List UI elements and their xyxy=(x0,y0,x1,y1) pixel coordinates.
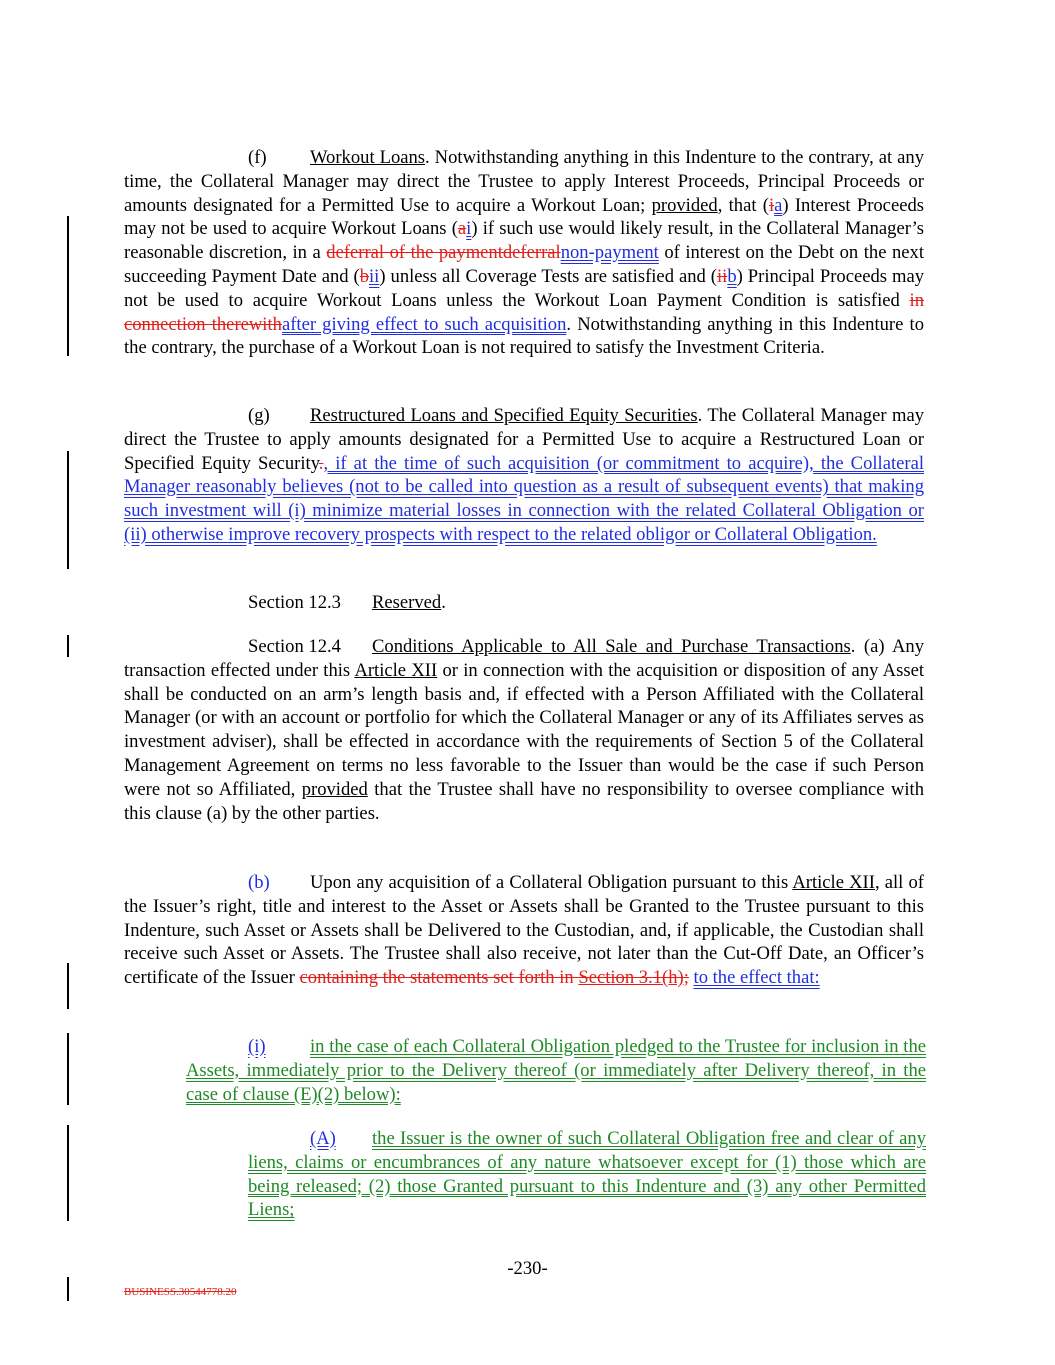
section-number: Section 12.4 xyxy=(248,636,341,657)
deleted-text: in connection therewith xyxy=(124,289,924,335)
clause-A-paragraph xyxy=(248,1127,926,1222)
inserted-text: to the effect that: xyxy=(693,967,820,989)
change-bar xyxy=(67,1277,69,1301)
clause-b-paragraph xyxy=(124,871,924,990)
clause-label: (f) xyxy=(248,147,267,168)
inserted-text: i xyxy=(466,218,472,240)
change-bar xyxy=(67,451,69,569)
change-bar xyxy=(67,1125,69,1221)
paragraph-text: or in connection with the acquisition or disposition of any Asset shall be conducted on an arm’s length basis and, if effected with a Person Affiliated with the Collateral Manager (or with an account or portfolio for which the Collateral Manager or any of its Affiliates serves as investment adviser), shall be effected in accordance with the requirements of Section 5 of the Collateral Management Agreement on terms no less favorable to the Issuer than would be the case if such Person were not so Affiliated, xyxy=(124,659,924,800)
paragraph-text: ) unless all Coverage Tests are satisfied and ( xyxy=(379,265,717,287)
paragraph-text: of interest on the Debt on the next succeeding Payment Date and ( xyxy=(124,242,924,287)
paragraph-text: ) if such use would likely result, in the Collateral Manager’s reasonable discretion, in a xyxy=(124,218,924,264)
workout-loans-paragraph xyxy=(124,146,924,360)
section-12-3 xyxy=(124,591,924,615)
paragraph-text: , that ( xyxy=(717,194,769,216)
paragraph-text: , all of the Issuer’s right, title and interest to the Asset or Assets shall be Granted to the Trustee pursuant to this Indenture, such Asset or Assets shall be Delivered to the Custodian, and, if applicable, the Custodian shall receive such Asset or Assets. The Trustee shall also receive, not later than the Cut-Off Date, an Officer’s certificate of the Issuer xyxy=(124,872,924,989)
article-reference: Article XII xyxy=(792,872,875,893)
paragraph-text: that the Trustee shall have no responsibility to oversee compliance with this clause (a) by the other parties. xyxy=(124,778,924,824)
provided-term: provided xyxy=(651,194,718,216)
change-bar xyxy=(67,963,69,1009)
change-bar xyxy=(67,216,69,356)
deleted-text: a xyxy=(457,218,467,240)
section-12-4 xyxy=(124,635,924,825)
inserted-text: the Issuer is the owner of such Collateral Obligation free and clear of any liens, claims or encumbrances of any nature whatsoever except for (1) those which are being released; (2) those Granted pursuant to this Indenture and (3) any other Permitted Liens; xyxy=(248,1128,926,1221)
provided-term: provided xyxy=(301,778,368,800)
deleted-text: containing the statements set forth in xyxy=(299,967,579,989)
paragraph-text: . (a) Any transaction effected under this xyxy=(124,636,924,681)
section-number: Section 12.3 xyxy=(248,592,341,613)
section-title: Reserved xyxy=(372,592,442,613)
deleted-text: ; xyxy=(683,967,689,989)
change-bar xyxy=(67,1033,69,1105)
clause-label: (g) xyxy=(248,405,270,426)
inserted-text: ii xyxy=(369,265,380,287)
inserted-text: non-payment xyxy=(560,242,659,264)
paragraph-text: . Notwithstanding anything in this Indenture to the contrary, at any time, the Collateral Manager may direct the Trustee to apply Interest Proceeds, Principal Proceeds or amounts designated for a Permitted Use to acquire a Workout Loan; xyxy=(124,147,924,216)
paragraph-text: . Notwithstanding anything in this Indenture to the contrary, the purchase of a Workout Loan is not required to satisfy the Investment Criteria. xyxy=(124,313,924,359)
deleted-text: deferral of the paymentdeferral xyxy=(326,242,561,264)
clause-label: (i) xyxy=(248,1036,266,1057)
paragraph-text: . The Collateral Manager may direct the Trustee to apply amounts designated for a Permitted Use to acquire a Restructured Loan or Specified Equity Security xyxy=(124,405,924,474)
deleted-text: BUSINESS.30544778.20 xyxy=(124,1286,237,1298)
inserted-text: , if at the time of such acquisition (or commitment to acquire), the Collateral Manager reasonably believes (not to be called into question as a result of subsequent events) that making such investment will (i) minimize material losses in connection with the related Collateral Obligation or (ii) otherwise improve recovery prospects with respect to the related obligor or Collateral Obligation. xyxy=(124,452,924,545)
inserted-text: b xyxy=(727,265,737,287)
clause-label: (b) xyxy=(248,872,270,893)
inserted-text: a xyxy=(774,194,783,216)
section-title: Conditions Applicable to All Sale and Purchase Transactions xyxy=(372,636,851,657)
deleted-text: . xyxy=(318,452,324,474)
paragraph-text: . xyxy=(441,592,446,613)
page-number: -230- xyxy=(507,1258,548,1279)
clause-label: (A) xyxy=(310,1128,336,1149)
deleted-text: b xyxy=(359,265,370,287)
deleted-text: i xyxy=(768,194,775,216)
paragraph-text: Upon any acquisition of a Collateral Obligation pursuant to this xyxy=(310,872,793,893)
paragraph-text: ) Interest Proceeds may not be used to acquire Workout Loans ( xyxy=(124,194,924,240)
paragraph-text: ) Principal Proceeds may not be used to acquire Workout Loans unless the Workout Loan Payment Condition is satisfied xyxy=(124,265,925,311)
deleted-text: ii xyxy=(716,265,728,287)
restructured-loans-paragraph xyxy=(124,404,924,547)
clause-heading: Restructured Loans and Specified Equity Securities xyxy=(310,405,698,426)
clause-heading: Workout Loans xyxy=(310,147,426,168)
article-reference: Article XII xyxy=(354,659,438,681)
deleted-text: Section 3.1(h) xyxy=(578,967,684,989)
change-bar xyxy=(67,635,69,657)
inserted-text: in the case of each Collateral Obligation pledged to the Trustee for inclusion in the Assets, immediately prior to the Delivery thereof (or immediately after Delivery thereof, in the case of clause (E)(2) below): xyxy=(186,1036,926,1105)
inserted-text: after giving effect to such acquisition xyxy=(281,313,567,335)
clause-i-paragraph xyxy=(186,1035,926,1106)
footer-document-id xyxy=(124,1286,236,1298)
